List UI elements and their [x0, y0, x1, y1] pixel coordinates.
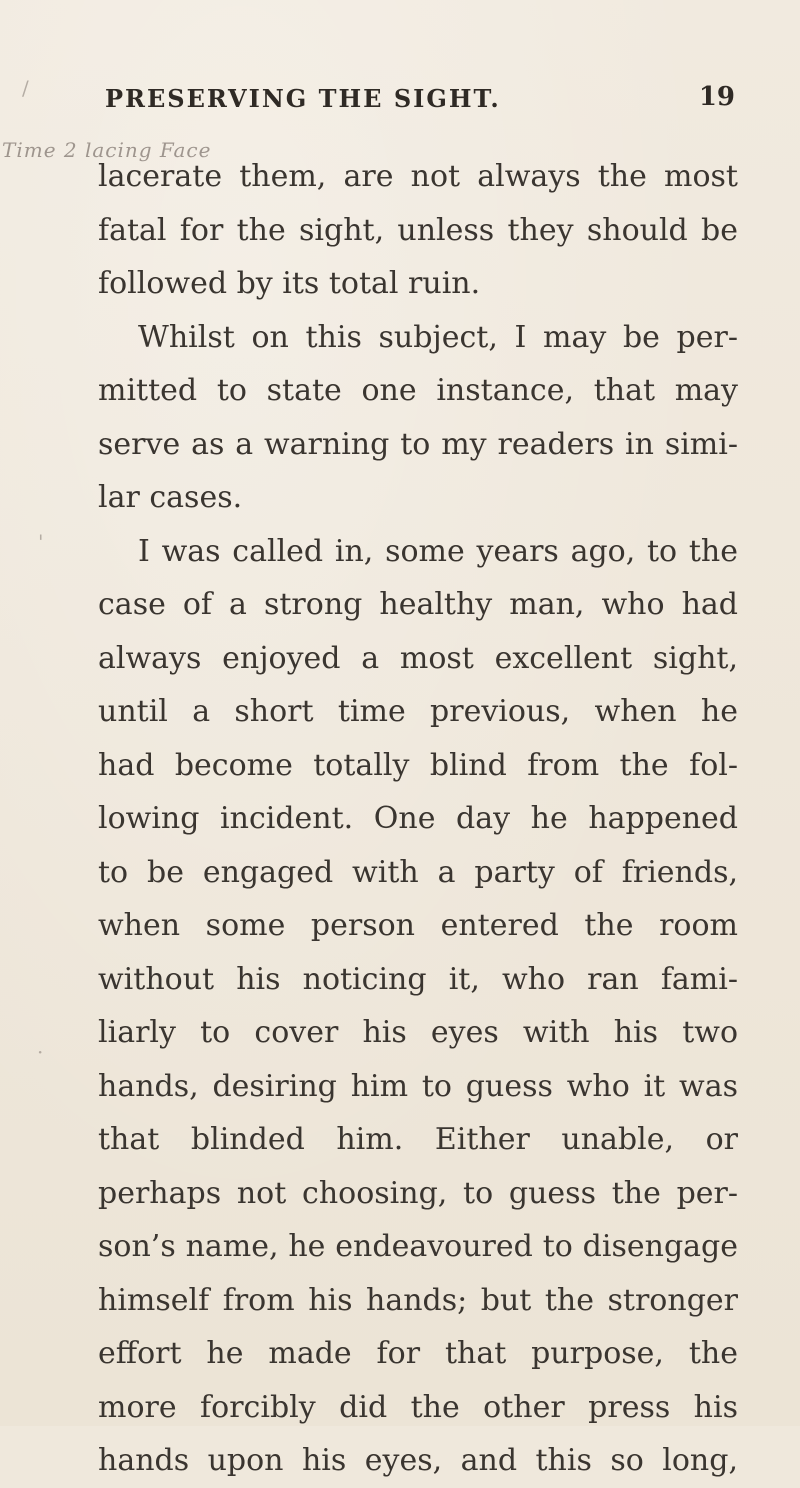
text-line: more forcibly did the other press his [98, 1389, 738, 1425]
text-line: when some person entered the room [98, 908, 738, 943]
text-line: had become totally blind from the fol- [98, 747, 738, 783]
text-line: liarly to cover his eyes with his two [98, 1015, 738, 1050]
text-line: lar cases. [98, 480, 243, 515]
page-header [105, 82, 735, 124]
text-line: hands, desiring him to guess who it was [98, 1068, 738, 1104]
text-line: mitted to state one instance, that may [98, 373, 738, 408]
text-line: fatal for the sight, unless they should be [98, 212, 738, 248]
text-line: lowing incident. One day he happened [98, 801, 738, 836]
margin-mark-dot: · [37, 1040, 44, 1064]
margin-mark-top: / [22, 76, 29, 100]
text-line: himself from his hands; but the stronger [98, 1282, 738, 1318]
text-line: son’s name, he endeavoured to disengage [98, 1229, 738, 1264]
text-line: to be engaged with a party of friends, [98, 854, 738, 890]
text-line: perhaps not choosing, to guess the per- [98, 1175, 738, 1211]
text-line: I was called in, some years ago, to the [138, 533, 738, 569]
text-line: Whilst on this subject, I may be per- [138, 319, 738, 355]
text-line: serve as a warning to my readers in simi- [98, 426, 738, 462]
handwritten-annotation: Time 2 lacing Face [2, 138, 212, 162]
page-number: 19 [698, 82, 735, 112]
text-line: effort he made for that purpose, the [98, 1336, 738, 1371]
margin-mark-left: ' [38, 530, 44, 554]
text-line: case of a strong healthy man, who had [98, 587, 738, 622]
body-text [98, 150, 738, 1488]
text-line: hands upon his eyes, and this so long, [98, 1443, 738, 1478]
text-line: followed by its total ruin. [98, 266, 481, 301]
text-line: that blinded him. Either unable, or [98, 1122, 738, 1157]
text-line: always enjoyed a most excellent sight, [98, 640, 738, 676]
running-title: PRESERVING THE SIGHT. [105, 84, 501, 113]
text-line: without his noticing it, who ran fami- [98, 961, 738, 997]
text-line: lacerate them, are not always the most [98, 159, 738, 194]
text-line: until a short time previous, when he [98, 694, 738, 729]
